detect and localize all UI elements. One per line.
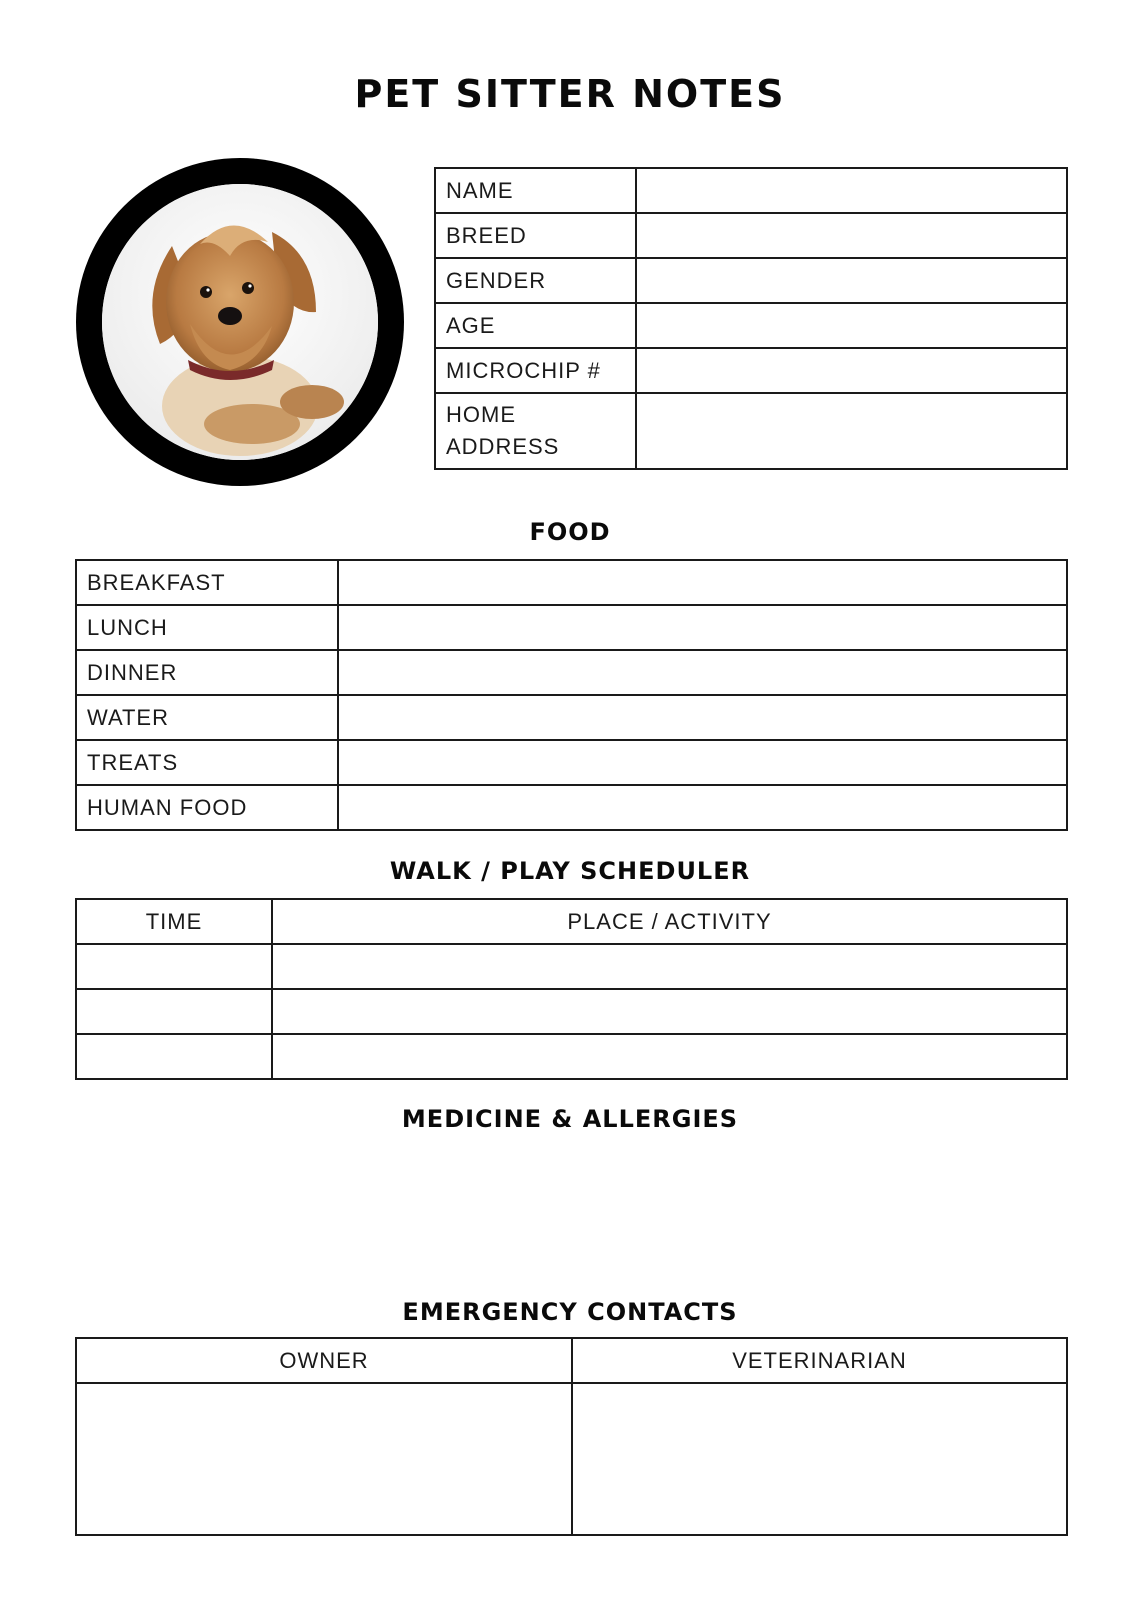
food-row bbox=[76, 740, 1067, 785]
walk-row bbox=[76, 944, 1067, 989]
pet-info-row bbox=[435, 348, 1067, 393]
time-field[interactable] bbox=[76, 989, 272, 1034]
age-label: AGE bbox=[435, 303, 636, 348]
food-row bbox=[76, 650, 1067, 695]
pet-photo-frame bbox=[76, 158, 404, 486]
breed-field[interactable] bbox=[636, 213, 1067, 258]
time-field[interactable] bbox=[76, 944, 272, 989]
food-row bbox=[76, 695, 1067, 740]
pet-photo bbox=[102, 184, 378, 460]
breakfast-label: BREAKFAST bbox=[76, 560, 338, 605]
human-food-label: HUMAN FOOD bbox=[76, 785, 338, 830]
home-address-label: HOME ADDRESS bbox=[435, 393, 636, 469]
walk-header-row bbox=[76, 899, 1067, 944]
pet-info-row bbox=[435, 168, 1067, 213]
food-table bbox=[75, 559, 1068, 831]
food-row bbox=[76, 605, 1067, 650]
breakfast-field[interactable] bbox=[338, 560, 1067, 605]
walk-schedule-table bbox=[75, 898, 1068, 1080]
emergency-row bbox=[76, 1383, 1067, 1535]
owner-column-header: OWNER bbox=[76, 1338, 572, 1383]
food-heading: FOOD bbox=[529, 518, 611, 546]
time-column-header: TIME bbox=[76, 899, 272, 944]
emergency-heading: EMERGENCY CONTACTS bbox=[402, 1298, 738, 1326]
veterinarian-column-header: VETERINARIAN bbox=[572, 1338, 1067, 1383]
treats-field[interactable] bbox=[338, 740, 1067, 785]
pet-info-row bbox=[435, 213, 1067, 258]
pet-info-row bbox=[435, 393, 1067, 469]
dinner-field[interactable] bbox=[338, 650, 1067, 695]
treats-label: TREATS bbox=[76, 740, 338, 785]
water-field[interactable] bbox=[338, 695, 1067, 740]
microchip-label: MICROCHIP # bbox=[435, 348, 636, 393]
name-field[interactable] bbox=[636, 168, 1067, 213]
water-label: WATER bbox=[76, 695, 338, 740]
activity-field[interactable] bbox=[272, 1034, 1067, 1079]
pet-info-row bbox=[435, 258, 1067, 303]
page-title: PET SITTER NOTES bbox=[354, 72, 786, 116]
time-field[interactable] bbox=[76, 1034, 272, 1079]
dog-photo-icon bbox=[102, 184, 378, 460]
emergency-contacts-table bbox=[75, 1337, 1068, 1536]
home-address-field[interactable] bbox=[636, 393, 1067, 469]
medicine-heading: MEDICINE & ALLERGIES bbox=[401, 1105, 739, 1133]
name-label: NAME bbox=[435, 168, 636, 213]
veterinarian-contact-field[interactable] bbox=[572, 1383, 1067, 1535]
emergency-header-row bbox=[76, 1338, 1067, 1383]
human-food-field[interactable] bbox=[338, 785, 1067, 830]
dinner-label: DINNER bbox=[76, 650, 338, 695]
lunch-label: LUNCH bbox=[76, 605, 338, 650]
age-field[interactable] bbox=[636, 303, 1067, 348]
activity-field[interactable] bbox=[272, 989, 1067, 1034]
pet-info-row bbox=[435, 303, 1067, 348]
walk-heading: WALK / PLAY SCHEDULER bbox=[389, 857, 751, 885]
breed-label: BREED bbox=[435, 213, 636, 258]
microchip-field[interactable] bbox=[636, 348, 1067, 393]
activity-field[interactable] bbox=[272, 944, 1067, 989]
activity-column-header: PLACE / ACTIVITY bbox=[272, 899, 1067, 944]
gender-field[interactable] bbox=[636, 258, 1067, 303]
walk-row bbox=[76, 1034, 1067, 1079]
pet-info-table bbox=[434, 167, 1068, 470]
food-row bbox=[76, 560, 1067, 605]
lunch-field[interactable] bbox=[338, 605, 1067, 650]
food-row bbox=[76, 785, 1067, 830]
owner-contact-field[interactable] bbox=[76, 1383, 572, 1535]
gender-label: GENDER bbox=[435, 258, 636, 303]
walk-row bbox=[76, 989, 1067, 1034]
